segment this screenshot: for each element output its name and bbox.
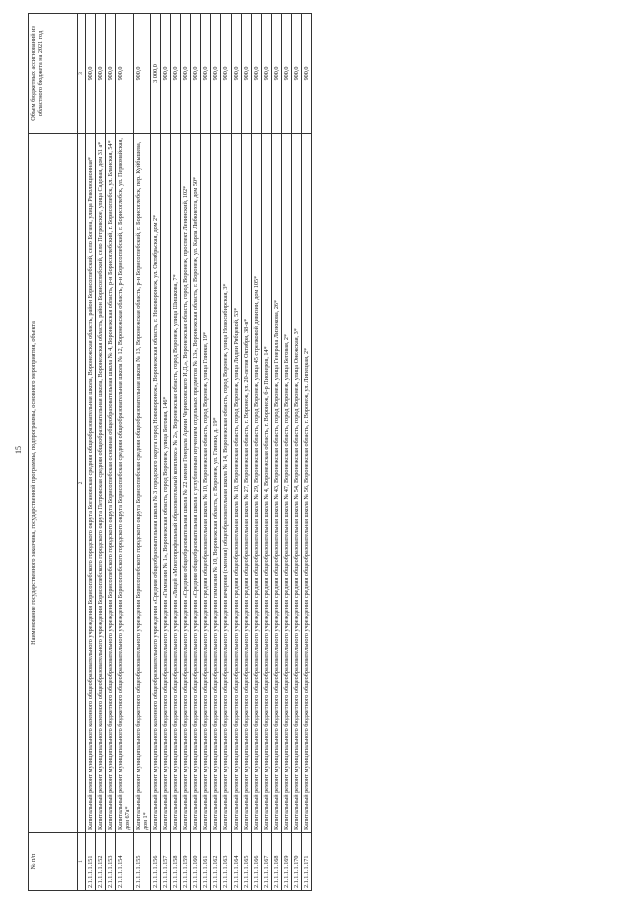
table-row <box>221 14 231 891</box>
table-row <box>261 14 271 891</box>
table-row <box>170 14 180 891</box>
table-row <box>150 14 160 891</box>
table-row <box>231 14 241 891</box>
object-name: Капитальный ремонт муниципального бюджетного общеобразовательного учреждения «Гимназия № 1», Воронежская область, город Воронеж, улица Беговая, 146* <box>160 133 170 832</box>
row-number: 2.1.1.1.1.161 <box>201 833 211 891</box>
row-number: 2.1.1.1.1.164 <box>231 833 241 891</box>
object-name: Капитальный ремонт муниципального бюджетного общеобразовательного учреждения средняя общеобразовательная школа № 56, Воронежская область, г. Воронеж, ул. Липецкая, 2* <box>302 133 312 832</box>
object-name: Капитальный ремонт муниципального бюджетного общеобразовательного учреждения средняя общеобразовательная школа № 43, Воронежская область, город Воронеж, улица Генерала Лизюкова, 26* <box>271 133 281 832</box>
object-name: Капитальный ремонт муниципального бюджетного общеобразовательного учреждения средняя общеобразовательная школа № 29, Воронежская область, город Воронеж, улица 45 стрелковой дивизии, дом 105* <box>251 133 261 832</box>
budget-volume: 900,0 <box>191 14 201 134</box>
row-number: 2.1.1.1.1.156 <box>150 833 160 891</box>
table-row <box>181 14 191 891</box>
table-row <box>96 14 106 891</box>
row-number: 2.1.1.1.1.163 <box>221 833 231 891</box>
budget-volume: 900,0 <box>96 14 106 134</box>
row-number: 2.1.1.1.1.169 <box>281 833 291 891</box>
budget-volume: 900,0 <box>170 14 180 134</box>
budget-volume: 900,0 <box>116 14 133 134</box>
table-row <box>191 14 201 891</box>
object-name: Капитальный ремонт муниципального бюджетного общеобразовательного учреждения средняя общеобразовательная школа № 47, Воронежская область, город Воронеж, улица Беговая, 2* <box>281 133 291 832</box>
table-row <box>271 14 281 891</box>
column-number: 2 <box>78 133 86 832</box>
row-number: 2.1.1.1.1.165 <box>241 833 251 891</box>
row-number: 2.1.1.1.1.167 <box>261 833 271 891</box>
row-number: 2.1.1.1.1.170 <box>292 833 302 891</box>
budget-volume: 900,0 <box>160 14 170 134</box>
header-name: Наименование государственного заказчика, государственной программы, подпрограммы, основного мероприятия, объекта <box>29 133 78 832</box>
column-number: 3 <box>78 14 86 134</box>
table-row <box>302 14 312 891</box>
object-name: Капитальный ремонт муниципального бюджетного общеобразовательного учреждения «Средняя общеобразовательная школа № 22 имени Генерала Армии Черняховского И.Д.», Воронежская область, город Воронеж, проспект Ленинский, 102* <box>181 133 191 832</box>
row-number: 2.1.1.1.1.162 <box>211 833 221 891</box>
budget-volume: 900,0 <box>221 14 231 134</box>
table-row <box>160 14 170 891</box>
object-name: Капитальный ремонт муниципального бюджетного общеобразовательного учреждения вечерняя (сменная) общеобразовательная школа № 14, Воронежская область, город Воронеж, улица Новосибирская, 3* <box>221 133 231 832</box>
row-number: 2.1.1.1.1.153 <box>106 833 116 891</box>
row-number: 2.1.1.1.1.166 <box>251 833 261 891</box>
object-name: Капитальный ремонт муниципального бюджетного общеобразовательного учреждения средняя общеобразовательная школа № 18, Воронежская область, город Воронеж, улица Лидии Рябцевой, 53* <box>231 133 241 832</box>
row-number: 2.1.1.1.1.154 <box>116 833 133 891</box>
row-number: 2.1.1.1.1.152 <box>96 833 106 891</box>
column-numbers-row <box>78 14 86 891</box>
budget-volume: 900,0 <box>211 14 221 134</box>
page-number: 15 <box>14 446 23 454</box>
budget-volume: 3 000,0 <box>150 14 160 134</box>
budget-volume: 900,0 <box>281 14 291 134</box>
row-number: 2.1.1.1.1.168 <box>271 833 281 891</box>
object-name: Капитальный ремонт муниципального казенного общеобразовательного учреждения Борисоглебского городского округа Богановская средняя общеобразовательная школа, Воронежская область, район Борисоглебский, село Богана, улица Революционная* <box>86 133 96 832</box>
column-number: 1 <box>78 833 86 891</box>
budget-volume: 900,0 <box>271 14 281 134</box>
object-name: Капитальный ремонт муниципального бюджетного общеобразовательного учреждения средняя общеобразовательная школа № 4, Воронежская область, г. Воронеж, б-р Пионеров, 14* <box>261 133 271 832</box>
table-row <box>106 14 116 891</box>
object-name: Капитальный ремонт муниципального казенного общеобразовательного учреждения Борисоглебского городского округа Петровская средняя общеобразовательная школа, Воронежская область, район Борисоглебский, село Петровское, улица Садовая, дом 31 а* <box>96 133 106 832</box>
object-name: Капитальный ремонт муниципального бюджетного общеобразовательного учреждения средняя общеобразовательная школа № 54, Воронежская область, город Воронеж, улица Онежская, 3* <box>292 133 302 832</box>
budget-volume: 900,0 <box>133 14 150 134</box>
row-number: 2.1.1.1.1.158 <box>170 833 180 891</box>
header-number: № п/п <box>29 833 78 891</box>
row-number: 2.1.1.1.1.171 <box>302 833 312 891</box>
object-name: Капитальный ремонт муниципального бюджетного общеобразовательного учреждения средняя общеобразовательная школа № 10, Воронежская область, город Воронеж, улица Глинки, 19* <box>201 133 211 832</box>
budget-volume: 900,0 <box>106 14 116 134</box>
table-row <box>133 14 150 891</box>
table-row <box>211 14 221 891</box>
table-row <box>201 14 211 891</box>
table-row <box>292 14 302 891</box>
row-number: 2.1.1.1.1.160 <box>191 833 201 891</box>
object-name: Капитальный ремонт муниципального бюджетного общеобразовательного учреждения средняя общеобразовательная школа № 27, Воронежская область, г. Воронеж, ул. 20-летия Октября, 38-в* <box>241 133 251 832</box>
budget-volume: 900,0 <box>201 14 211 134</box>
object-name: Капитальный ремонт муниципального бюджетного общеобразовательного учреждения «Лицей «Многопрофильный образовательный комплекс» № 2», Воронежская область, город Воронеж, улица Шишкова, 7* <box>170 133 180 832</box>
object-name: Капитальный ремонт муниципального бюджетного общеобразовательного учреждения Борисоглебского городского округа Борисоглебская основная общеобразовательная школа № 4, Воронежская область, р-н Борисоглебский, г. Борисоглебск, ул. Бланская, 54* <box>106 133 116 832</box>
object-name: Капитальный ремонт муниципального бюджетного общеобразовательного учреждения гимназия № 10, Воронежская область, г. Воронеж, ул. Глинки, д. 19* <box>211 133 221 832</box>
budget-table <box>28 13 312 891</box>
object-name: Капитальный ремонт муниципального бюджетного общеобразовательного учреждения Борисоглебского городского округа Борисоглебская средняя общеобразовательная школа № 12, Воронежская область, р-н Борисоглебский, г. Борисоглебск, ул. Первомайская, дом 67а* <box>116 133 133 832</box>
budget-volume: 900,0 <box>251 14 261 134</box>
budget-volume: 900,0 <box>231 14 241 134</box>
header-volume: Объем бюджетных ассигнований из областного бюджета на 2021 год <box>29 14 78 134</box>
budget-volume: 900,0 <box>181 14 191 134</box>
table-row <box>251 14 261 891</box>
budget-volume: 900,0 <box>261 14 271 134</box>
budget-volume: 900,0 <box>302 14 312 134</box>
table-row <box>281 14 291 891</box>
table-row <box>86 14 96 891</box>
row-number: 2.1.1.1.1.155 <box>133 833 150 891</box>
row-number: 2.1.1.1.1.151 <box>86 833 96 891</box>
budget-volume: 900,0 <box>292 14 302 134</box>
budget-volume: 900,0 <box>241 14 251 134</box>
row-number: 2.1.1.1.1.159 <box>181 833 191 891</box>
table-row <box>116 14 133 891</box>
table-row <box>241 14 251 891</box>
row-number: 2.1.1.1.1.157 <box>160 833 170 891</box>
object-name: Капитальный ремонт муниципального казенного общеобразовательного учреждения «Средняя общеобразовательная школа № 3 городского округа город Нововоронеж», Воронежская область, г. Нововоронеж, ул. Октябрьская, дом 2* <box>150 133 160 832</box>
object-name: Капитальный ремонт муниципального бюджетного общеобразовательного учреждения «Средняя общеобразовательная школа с углубленным изучением отдельных предметов № 13», Воронежская область, г. Воронеж, ул. Карла Либкнехта, дом 50* <box>191 133 201 832</box>
table-body <box>86 14 312 891</box>
budget-volume: 900,0 <box>86 14 96 134</box>
object-name: Капитальный ремонт муниципального бюджетного общеобразовательного учреждения Борисоглебского городского округа Борисоглебская средняя общеобразовательная школа № 13, Воронежская область, р-н Борисоглебский, г. Борисоглебск, пер. Куйбышева, дом 1* <box>133 133 150 832</box>
table-header-row <box>29 14 78 891</box>
